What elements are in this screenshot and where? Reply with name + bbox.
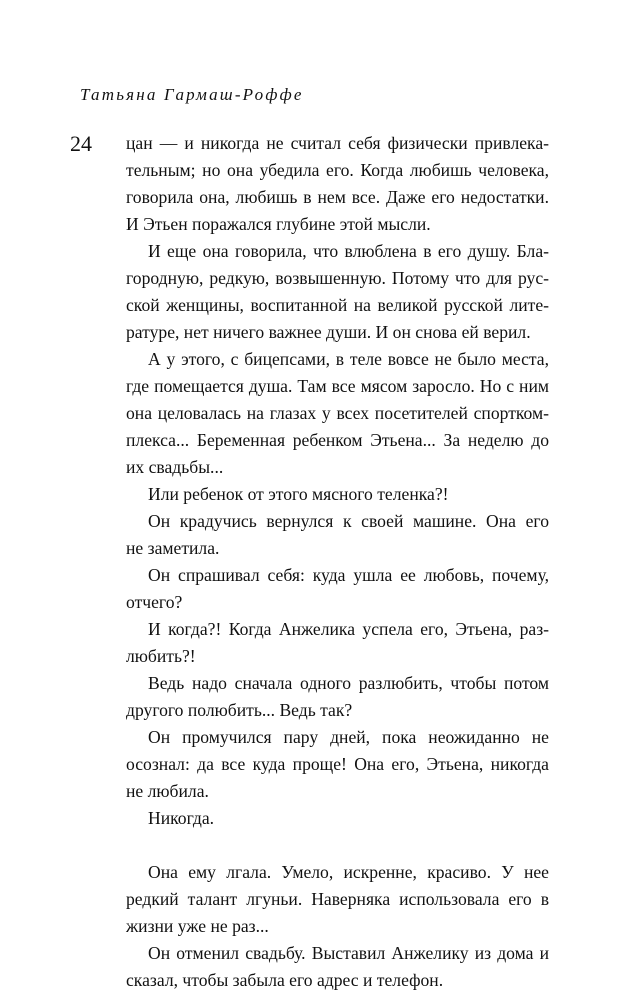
text-line: не заметила. bbox=[126, 538, 220, 558]
text-line: отчего? bbox=[126, 592, 183, 612]
text-line: любить?! bbox=[126, 646, 196, 666]
text-line: осознал: да все куда проще! Она его, Этьена, никогда bbox=[126, 754, 549, 774]
page-number: 24 bbox=[70, 131, 92, 156]
text-line: Он спрашивал себя: куда ушла ее любовь, почему, bbox=[148, 565, 549, 585]
text-line: редкий талант лгуньи. Наверняка использовала его в bbox=[126, 889, 549, 909]
text-line: тельным; но она убедила его. Когда любишь человека, bbox=[126, 160, 549, 180]
text-line: не любила. bbox=[126, 781, 209, 801]
text-line: Или ребенок от этого мясного теленка?! bbox=[148, 484, 449, 504]
body-text bbox=[126, 130, 549, 994]
text-line: цан — и никогда не считал себя физически привлека- bbox=[126, 133, 549, 153]
text-line: она целовалась на глазах у всех посетителей спортком- bbox=[126, 403, 549, 423]
text-line: другого полюбить... Ведь так? bbox=[126, 700, 353, 720]
text-line: Он крадучись вернулся к своей машине. Она его bbox=[148, 511, 549, 531]
text-line: Он отменил свадьбу. Выставил Анжелику из дома и bbox=[148, 943, 549, 963]
text-line: А у этого, с бицепсами, в теле вовсе не было места, bbox=[148, 349, 549, 369]
text-line: И еще она говорила, что влюблена в его душу. Бла- bbox=[148, 241, 549, 261]
text-line: говорила она, любишь в нем все. Даже его недостатки. bbox=[126, 187, 549, 207]
text-line: где помещается душа. Там все мясом заросло. Но с ним bbox=[126, 376, 549, 396]
text-line: Он промучился пару дней, пока неожиданно не bbox=[148, 727, 549, 747]
text-line: сказал, чтобы забыла его адрес и телефон. bbox=[126, 970, 444, 990]
text-line: жизни уже не раз... bbox=[126, 916, 269, 936]
text-line: И когда?! Когда Анжелика успела его, Этьена, раз- bbox=[148, 619, 549, 639]
section-break bbox=[126, 832, 549, 859]
text-line: Она ему лгала. Умело, искренне, красиво. У нее bbox=[148, 862, 549, 882]
text-line: ской женщины, воспитанной на великой русской лите- bbox=[126, 295, 549, 315]
running-head: Татьяна Гармаш-Роффе bbox=[80, 85, 304, 104]
text-line: городную, редкую, возвышенную. Потому что для рус- bbox=[126, 268, 549, 288]
text-line: плекса... Беременная ребенком Этьена... За неделю до bbox=[126, 430, 549, 450]
text-line: Ведь надо сначала одного разлюбить, чтобы потом bbox=[148, 673, 549, 693]
text-line: И Этьен поражался глубине этой мысли. bbox=[126, 214, 431, 234]
text-line: ратуре, нет ничего важнее души. И он снова ей верил. bbox=[126, 322, 531, 342]
text-line: Никогда. bbox=[148, 808, 215, 828]
text-line: их свадьбы... bbox=[126, 457, 224, 477]
